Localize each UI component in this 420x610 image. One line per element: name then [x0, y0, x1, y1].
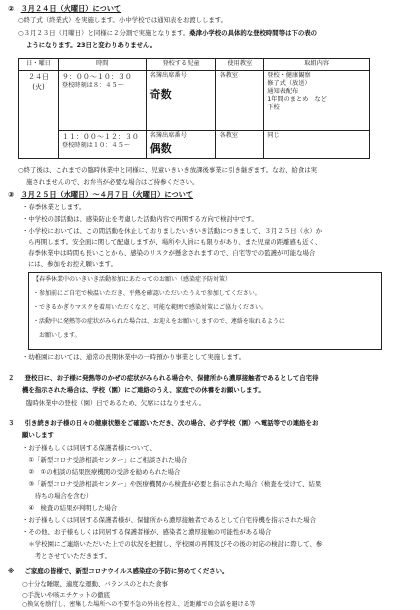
note-item: ○十分な睡眠、適度な運動、バランスのとれた食事	[22, 580, 168, 588]
group-value-2: 偶数	[149, 141, 172, 155]
section-three-number: ３	[8, 419, 15, 427]
notice-line: ・活動中に発熱等の症状がみられた場合は、お迎えをお願いしますので、連絡を取れるように	[33, 318, 285, 325]
section-three-text-2: 願いします	[22, 431, 54, 439]
note-mark: ※	[8, 567, 15, 575]
note-heading	[8, 567, 228, 576]
section-three-item: ③「新型コロナ受診相談センター」や医療機関から検査が必要と指示された場合（検査を受けて、結果	[22, 480, 322, 488]
notice-line: お願いします。	[33, 332, 81, 339]
section-two-text-1: 登校日に、お子様に発熱等のかぜの症状がみられる場合や、保健所から濃厚接触者であるとして自宅待	[24, 374, 319, 382]
section-three-item: ・お子様もしくは同居する保護者様について、	[22, 444, 156, 452]
arrival-value-2: 登校時刻は１０：４５～	[61, 142, 130, 150]
content-item: 修了式（放送）	[267, 80, 311, 88]
header-time: 時間	[58, 59, 146, 71]
section-3-item: ・小学校においては、この間活動を休止しておりましたいきいき活動につきまして、３月２５日（水）か	[22, 227, 323, 235]
section-3-item: には、参加をお控え願います。	[28, 260, 117, 268]
note-item: ○換気を励行し、密集した場所への不要不急の外出を控え、近距離での会話を避ける等	[22, 601, 256, 608]
header-group: 登校する児童	[146, 59, 216, 71]
section-three-item: ＊学校園にご連絡いただいた上での状況を把握し、学校園の再開及びその後の対応の検討に際して、参	[22, 540, 323, 548]
section-3-item: ・中学校の部活動は、感染防止を考慮した活動内容で再開する方向で検討中です。	[22, 215, 258, 223]
section-three-item: ①「新型コロナ受診相談センター」にご相談された場合	[22, 456, 188, 464]
arrival-value-1: 登校時刻は８：４５～	[61, 82, 124, 90]
section-three-item: ・その他、お子様もしくは同居する保護者様が、感染者と濃厚接触の可能性がある場合	[22, 528, 272, 536]
day-cell	[19, 70, 59, 158]
section-three-item: ② ①の相談の結果医療機関の受診を勧められた場合	[22, 468, 181, 476]
section-two-line-1	[8, 374, 318, 383]
header-content: 取組内容	[264, 59, 370, 71]
section-three-item: ・お子様もしくは同居する保護者様が、保健所から濃厚接触者であるとして自宅待機を指示された場合	[22, 516, 316, 524]
content-cell-2: 同じ	[264, 130, 370, 158]
group-label-1: 名簿出席番号	[149, 71, 187, 79]
group-cell-1	[146, 70, 216, 130]
content-cell-1	[264, 70, 370, 130]
header-day: 日・曜日	[19, 59, 59, 71]
section-two-text-2: 機を指示された場合は、学校（園）にご連絡のうえ、家庭での休養をお願いします。	[22, 386, 265, 394]
section-2-number: ②	[8, 4, 15, 13]
section-2-after-2: 施されませんので、お弁当が必要な場合はご持参ください。	[26, 178, 199, 186]
time-cell-1	[58, 70, 146, 130]
note-title: ご家庭の皆様で、新型コロナウイルス感染症の予防に努めてください。	[24, 567, 229, 575]
table-row	[19, 130, 370, 158]
section-2-heading	[8, 4, 121, 14]
section-3-item: 春季休業中は時間も長いことから、感染のリスクが懸念されますので、自宅等での監護が可能な場合	[28, 249, 316, 257]
note-item: ○手洗いや咳エチケットの徹底	[22, 591, 111, 599]
content-item: 下校	[267, 104, 280, 112]
section-3-item: ら再開します。安全面に関して配慮しますが、場所や人員にも限りがあり、また児童の距離感も近く、	[28, 238, 322, 246]
section-three-item: 考とさせていただきます。	[22, 552, 111, 560]
section-three-text-1: 引き続きお子様の日々の健康状態をご確認いただき、次の場合、必ず学校（園）へ電話等での連絡をお	[24, 419, 319, 427]
section-2-after-1: ○終了後は、これまでの臨時休業中と同様に、児童いきいき放課後事業に引き継ぎます。なお、給食は実	[18, 166, 318, 174]
section-3-heading	[8, 190, 193, 200]
day-value: ２４日	[27, 72, 49, 81]
time-cell-2	[58, 130, 146, 158]
time-value-2: １１：００～１２：３０	[61, 132, 139, 141]
content-item: 1年間のまとめ など	[267, 96, 327, 104]
notice-box	[28, 272, 382, 350]
room-cell-1: 各教室	[216, 70, 264, 130]
group-value-1: 奇数	[149, 87, 172, 101]
section-three-line-1	[8, 419, 318, 428]
notice-title: 【春季休業中のいきいき活動参加にあたってのお願い（感染症予防対策）	[33, 276, 232, 283]
notice-line: ・できるかぎりマスクを着用いただくなど、可能な範囲で感染対策にご協力ください。	[33, 304, 268, 311]
section-3-number: ③	[8, 190, 15, 199]
section-2-text-1: ○終了式（終業式）を実施します。小中学校では通知表をお渡しします。	[18, 16, 228, 24]
section-2-text-2b: 桑津小学校の具体的な登校時間等は下の表の	[189, 29, 318, 37]
section-2-text-2a: ○３月２３日（月曜日）と同様に２分割で実施となります。	[18, 29, 190, 37]
section-2-text-2	[18, 29, 317, 38]
section-three-item: 待ちの場合を含む）	[22, 492, 93, 500]
section-two-number: ２	[8, 374, 15, 382]
time-value-1: ９：００～１０：３０	[61, 72, 132, 81]
notice-line: ・参加前にご自宅で検温いただき、平熱を確認いただいたうえで参加してください。	[33, 290, 261, 297]
section-two-text-3: 臨時休業中の登校（園）日であるため、欠席にはなりません。	[26, 399, 206, 407]
table-row	[19, 70, 370, 130]
section-three-item: ④ 検査の結果が判明した場合	[22, 504, 118, 512]
group-cell-2	[146, 130, 216, 158]
section-3-item: ・春季休業とします。	[22, 203, 86, 211]
weekday-value: (火)	[32, 83, 45, 92]
group-label-2: 名簿出席番号	[149, 131, 187, 139]
schedule-table	[18, 58, 370, 159]
content-item: 登校・健康観察	[267, 71, 311, 79]
section-3-date: ３月２５日（水曜日）～４月７日（火曜日）について	[20, 190, 193, 199]
section-3-after: ・幼稚園においては、通常の長期休業中の一時預かり事業として実施します。	[22, 353, 246, 361]
room-cell-2: 各教室	[216, 130, 264, 158]
header-room: 使用教室	[216, 59, 264, 71]
table-header-row	[19, 59, 370, 71]
section-2-text-2c: ようになります。23日と変わりありません。	[26, 41, 157, 49]
content-item: 通知表配布	[267, 88, 299, 96]
section-2-date: ３月２４日（火曜日）について	[20, 4, 122, 13]
